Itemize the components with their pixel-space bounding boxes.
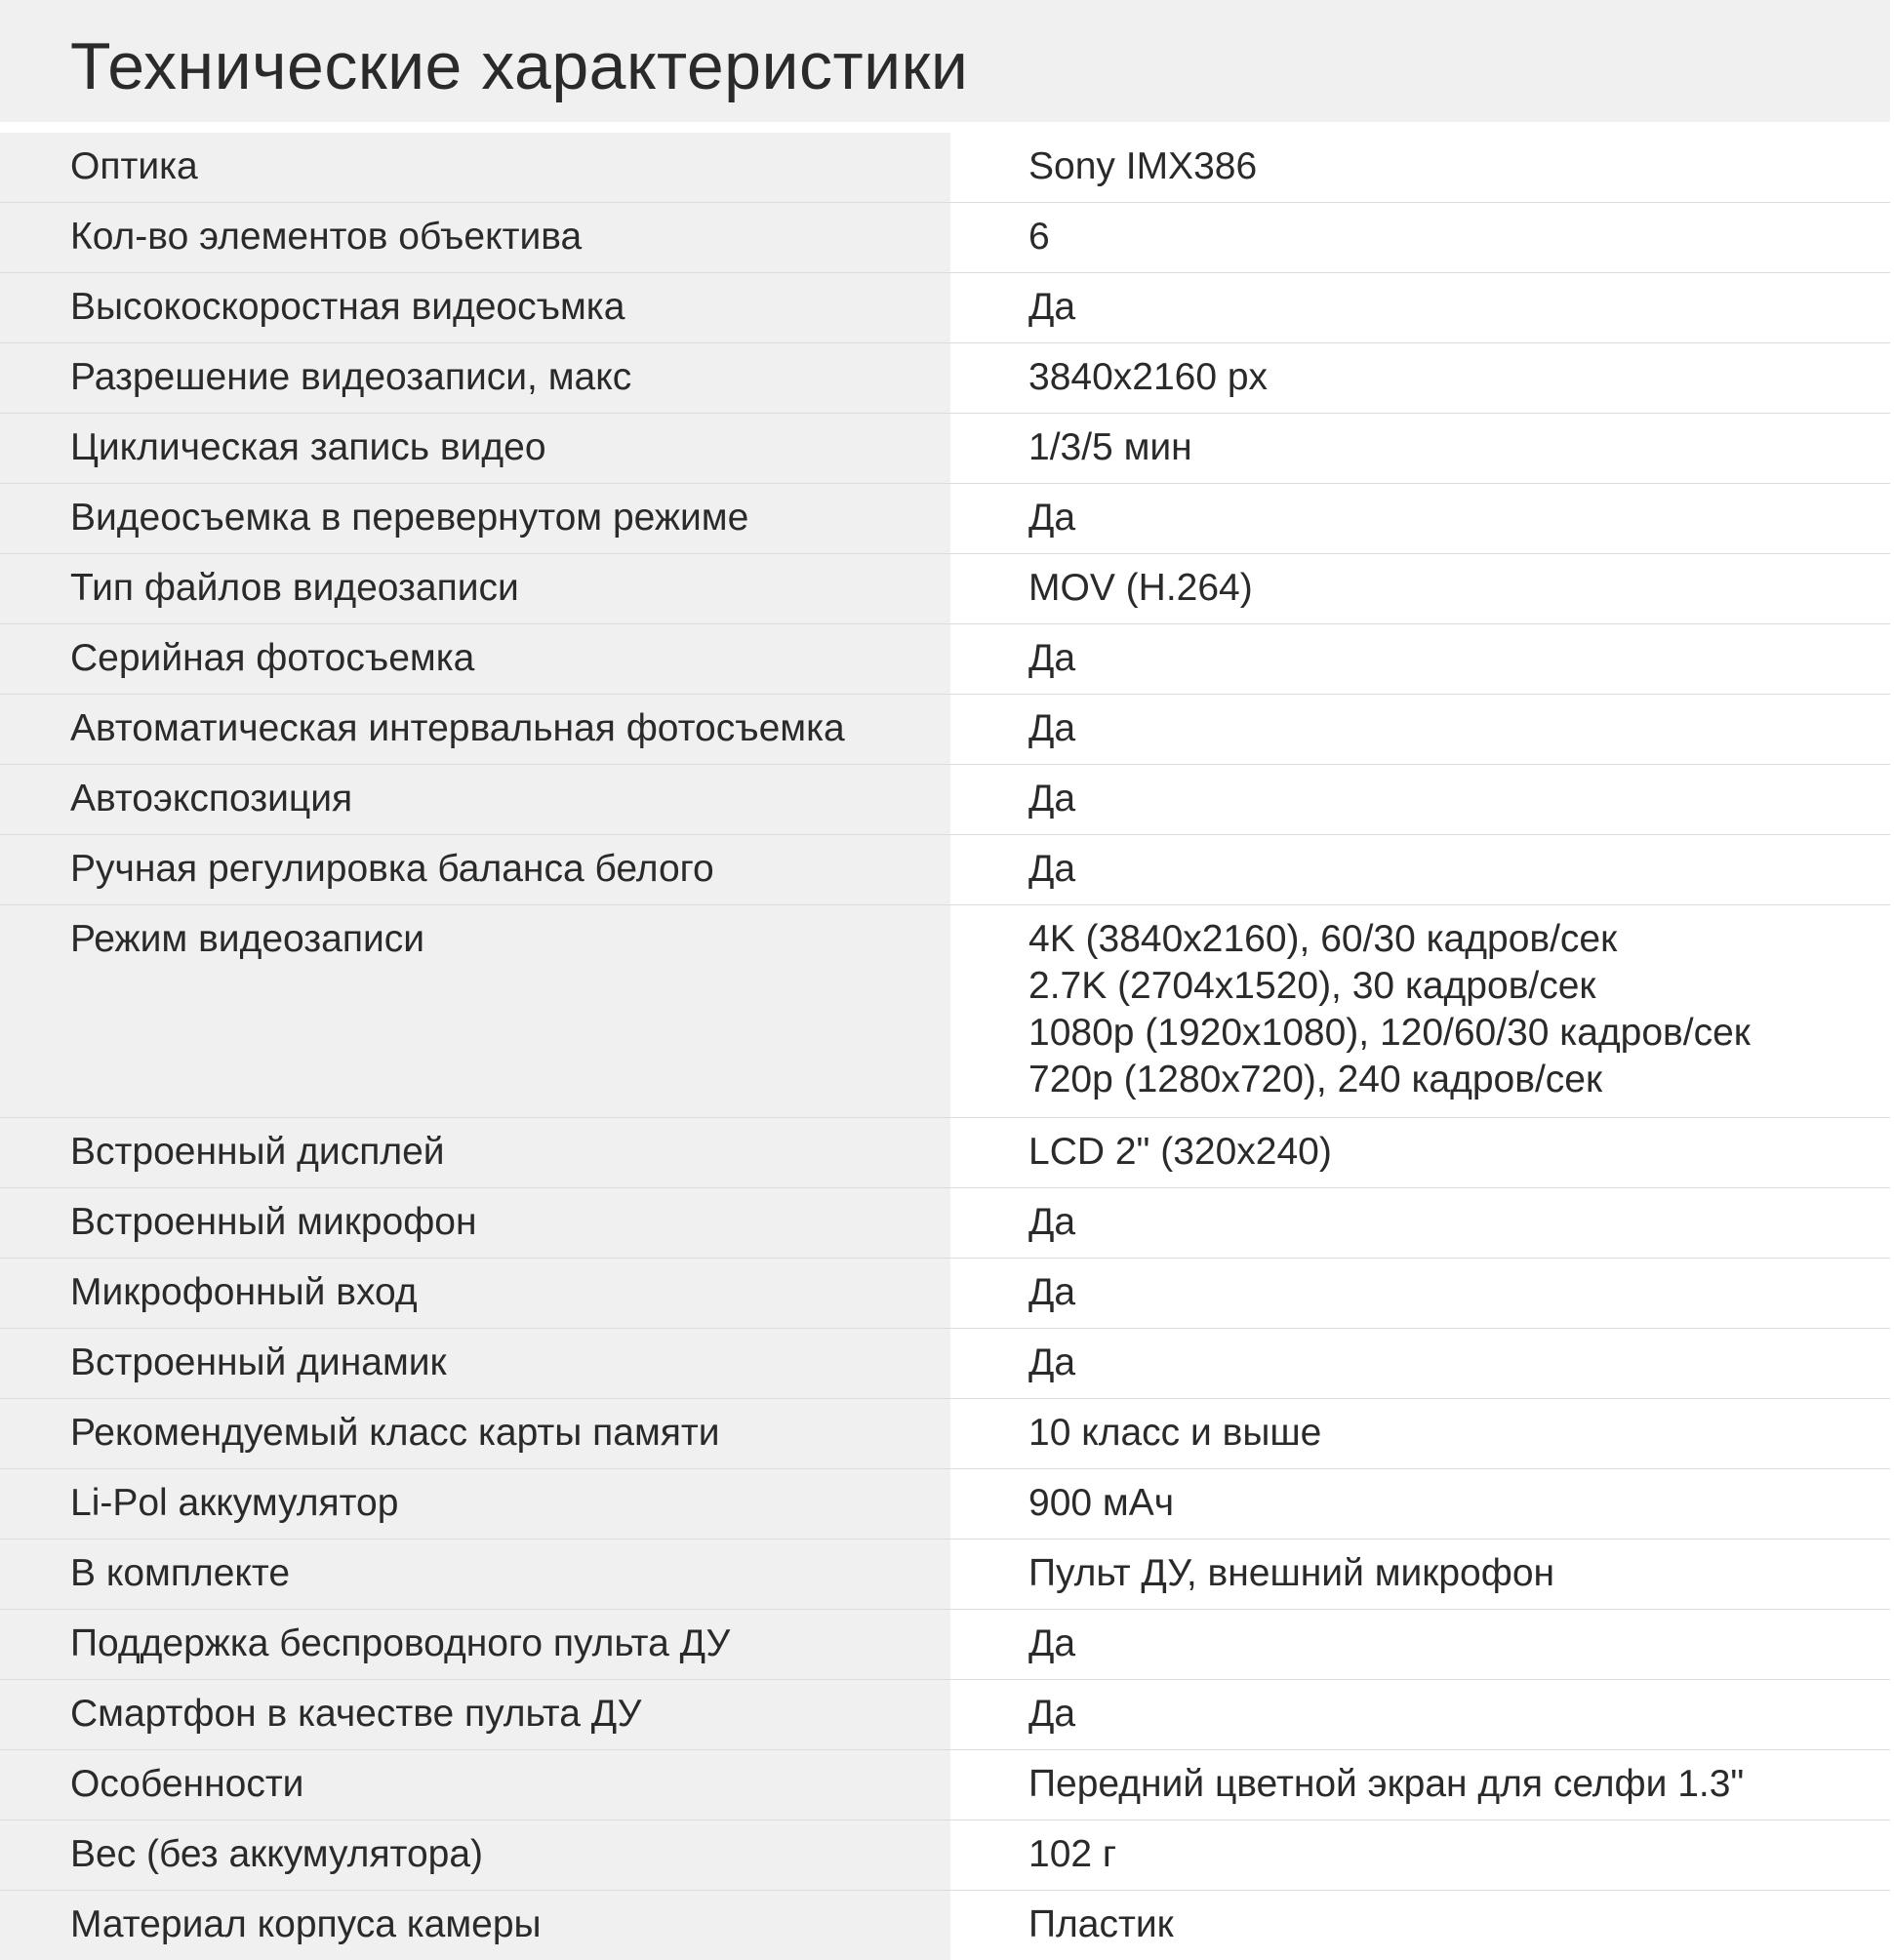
spec-row [0,624,1890,695]
spec-row [0,554,1890,624]
spec-value: Да [950,1329,1890,1398]
spec-label: Серийная фотосъемка [0,624,950,694]
spec-row [0,1399,1890,1469]
title-bar [0,0,1890,122]
spec-value: Да [950,624,1890,694]
spec-label: Материал корпуса камеры [0,1891,950,1960]
spec-label: Вес (без аккумулятора) [0,1820,950,1890]
spec-value: Передний цветной экран для селфи 1.3" [950,1750,1890,1820]
spec-value: Да [950,1259,1890,1328]
spec-value: Пластик [950,1891,1890,1960]
spec-label: Поддержка беспроводного пульта ДУ [0,1610,950,1679]
spec-value: Да [950,1610,1890,1679]
spec-label: Встроенный дисплей [0,1118,950,1187]
spec-label: Кол-во элементов объектива [0,203,950,272]
spec-value: 1/3/5 мин [950,414,1890,483]
spec-label: В комплекте [0,1540,950,1609]
spec-label: Разрешение видеозаписи, макс [0,343,950,413]
spec-value: Пульт ДУ, внешний микрофон [950,1540,1890,1609]
spec-label: Смартфон в качестве пульта ДУ [0,1680,950,1749]
spec-row [0,1680,1890,1750]
spec-row [0,1329,1890,1399]
spec-label: Ручная регулировка баланса белого [0,835,950,904]
spec-row [0,835,1890,905]
spec-value-line: 4K (3840x2160), 60/30 кадров/сек [1028,918,1618,960]
spec-row [0,1540,1890,1610]
spec-row [0,1259,1890,1329]
spec-row [0,414,1890,484]
spec-value: MOV (H.264) [950,554,1890,623]
spec-row [0,765,1890,835]
spec-label: Циклическая запись видео [0,414,950,483]
spec-row [0,343,1890,414]
spec-value: LCD 2" (320x240) [950,1118,1890,1187]
spec-row [0,273,1890,343]
spec-row [0,1750,1890,1820]
spec-label: Видеосъемка в перевернутом режиме [0,484,950,553]
spec-value: 10 класс и выше [950,1399,1890,1468]
spec-row [0,484,1890,554]
spec-label: Встроенный микрофон [0,1188,950,1258]
spec-table [0,133,1890,1960]
spec-row [0,905,1890,1118]
spec-label: Режим видеозаписи [0,905,950,1117]
spec-row [0,695,1890,765]
spec-label: Рекомендуемый класс карты памяти [0,1399,950,1468]
spec-value-line: 2.7K (2704x1520), 30 кадров/сек [1028,965,1596,1007]
spec-value: Да [950,835,1890,904]
spec-label: Высокоскоростная видеосъмка [0,273,950,342]
spec-value-line: 1080p (1920x1080), 120/60/30 кадров/сек [1028,1012,1751,1054]
spec-row [0,1188,1890,1259]
spec-label: Особенности [0,1750,950,1820]
spec-value: Да [950,1680,1890,1749]
spec-label: Встроенный динамик [0,1329,950,1398]
spec-label: Микрофонный вход [0,1259,950,1328]
spec-value: 102 г [950,1820,1890,1890]
spec-row [0,1820,1890,1891]
spec-value-line: 720p (1280x720), 240 кадров/сек [1028,1059,1603,1100]
spec-row [0,133,1890,203]
spec-row [0,1891,1890,1960]
spec-label: Li-Pol аккумулятор [0,1469,950,1539]
spec-label: Автоматическая интервальная фотосъемка [0,695,950,764]
spec-label: Автоэкспозиция [0,765,950,834]
spec-value: Да [950,273,1890,342]
spec-value-multiline [950,905,1890,1117]
spec-value: 6 [950,203,1890,272]
spec-row [0,1469,1890,1540]
spec-value: 3840x2160 px [950,343,1890,413]
spec-value: Да [950,695,1890,764]
spec-value: Да [950,1188,1890,1258]
page-title: Технические характеристики [70,29,969,103]
spec-value: Sony IMX386 [950,133,1890,202]
spec-value: Да [950,484,1890,553]
spec-row [0,1118,1890,1188]
spec-value: Да [950,765,1890,834]
spec-row [0,1610,1890,1680]
spec-value: 900 мАч [950,1469,1890,1539]
spec-row [0,203,1890,273]
spec-label: Оптика [0,133,950,202]
spec-label: Тип файлов видеозаписи [0,554,950,623]
